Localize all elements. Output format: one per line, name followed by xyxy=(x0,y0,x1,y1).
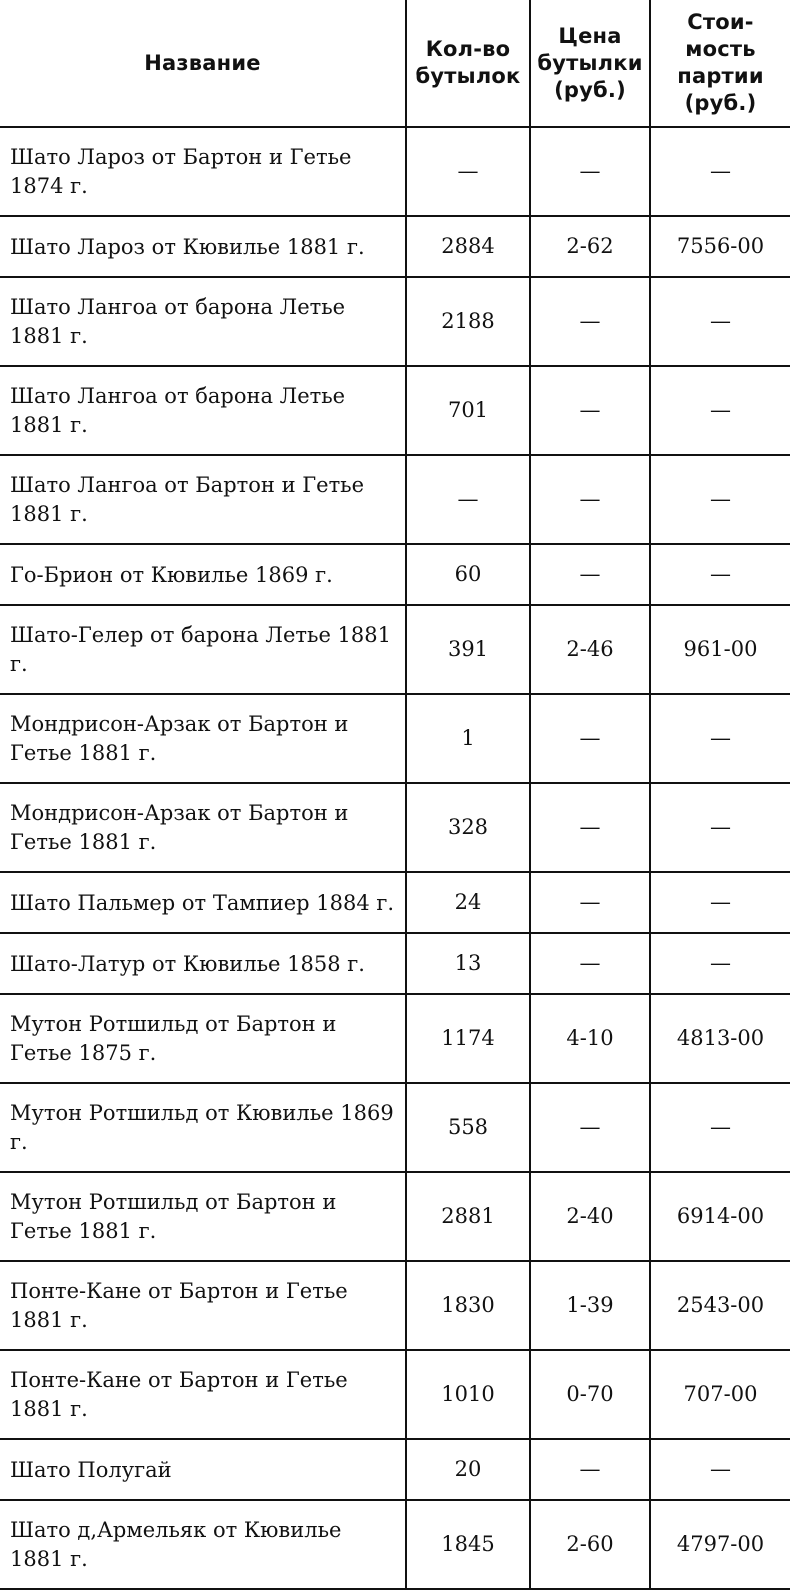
table-row xyxy=(0,694,790,783)
header-price-line: Цена xyxy=(558,23,622,48)
header-price xyxy=(530,0,650,127)
bottle-count-cell: 1845 xyxy=(406,1500,530,1589)
header-row xyxy=(0,0,790,127)
wine-name-cell: Шато Лангоа от Бартон и Гетье 1881 г. xyxy=(0,455,406,544)
bottle-price-cell: 0-70 xyxy=(530,1350,650,1439)
bottle-price-cell: — xyxy=(530,366,650,455)
table-row xyxy=(0,933,790,994)
wine-name-cell: Шато Лангоа от барона Летье 1881 г. xyxy=(0,277,406,366)
lot-cost-cell: 707-00 xyxy=(650,1350,790,1439)
wine-name-cell: Шато Лароз от Бартон и Гетье 1874 г. xyxy=(0,127,406,216)
table-row xyxy=(0,783,790,872)
wine-name-cell: Мондрисон-Арзак от Бартон и Гетье 1881 г. xyxy=(0,694,406,783)
wine-name-cell: Мутон Ротшильд от Бартон и Гетье 1875 г. xyxy=(0,994,406,1083)
bottle-price-cell: — xyxy=(530,783,650,872)
lot-cost-cell: — xyxy=(650,933,790,994)
table-row xyxy=(0,127,790,216)
lot-cost-cell: — xyxy=(650,366,790,455)
bottle-count-cell: 24 xyxy=(406,872,530,933)
wine-name-cell: Мондрисон-Арзак от Бартон и Гетье 1881 г. xyxy=(0,783,406,872)
lot-cost-cell: 4797-00 xyxy=(650,1500,790,1589)
header-price-line: (руб.) xyxy=(554,77,626,102)
wine-name-cell: Шато д,Армельяк от Кювилье 1881 г. xyxy=(0,1500,406,1589)
table-row xyxy=(0,1350,790,1439)
table-row xyxy=(0,605,790,694)
lot-cost-cell: 7556-00 xyxy=(650,216,790,277)
bottle-count-cell: — xyxy=(406,455,530,544)
bottle-count-cell: 1 xyxy=(406,694,530,783)
header-cost-line: партии xyxy=(677,64,764,88)
bottle-price-cell: — xyxy=(530,1083,650,1172)
lot-cost-cell: — xyxy=(650,1083,790,1172)
bottle-count-cell: 60 xyxy=(406,544,530,605)
bottle-count-cell: 1174 xyxy=(406,994,530,1083)
lot-cost-cell: — xyxy=(650,694,790,783)
wine-name-cell: Мутон Ротшильд от Бартон и Гетье 1881 г. xyxy=(0,1172,406,1261)
table-row xyxy=(0,994,790,1083)
bottle-price-cell: — xyxy=(530,455,650,544)
wine-name-cell: Шато-Гелер от барона Летье 1881 г. xyxy=(0,605,406,694)
lot-cost-cell: — xyxy=(650,455,790,544)
header-cost-line: Стои- xyxy=(687,10,754,34)
bottle-price-cell: 2-46 xyxy=(530,605,650,694)
header-quantity-line: бутылок xyxy=(415,64,521,88)
bottle-count-cell: 328 xyxy=(406,783,530,872)
bottle-count-cell: 558 xyxy=(406,1083,530,1172)
table-row xyxy=(0,1172,790,1261)
bottle-price-cell: 4-10 xyxy=(530,994,650,1083)
lot-cost-cell: — xyxy=(650,127,790,216)
table-row xyxy=(0,1500,790,1589)
header-name xyxy=(0,0,406,127)
bottle-price-cell: 2-62 xyxy=(530,216,650,277)
wine-name-cell: Шато-Латур от Кювилье 1858 г. xyxy=(0,933,406,994)
bottle-price-cell: — xyxy=(530,127,650,216)
bottle-count-cell: 2881 xyxy=(406,1172,530,1261)
lot-cost-cell: — xyxy=(650,544,790,605)
table-row xyxy=(0,544,790,605)
wine-name-cell: Понте-Кане от Бартон и Гетье 1881 г. xyxy=(0,1261,406,1350)
lot-cost-cell: 961-00 xyxy=(650,605,790,694)
lot-cost-cell: 2543-00 xyxy=(650,1261,790,1350)
lot-cost-cell: — xyxy=(650,1439,790,1500)
table-row xyxy=(0,872,790,933)
bottle-count-cell: 1010 xyxy=(406,1350,530,1439)
table-row xyxy=(0,455,790,544)
bottle-count-cell: 1830 xyxy=(406,1261,530,1350)
bottle-price-cell: 2-40 xyxy=(530,1172,650,1261)
lot-cost-cell: — xyxy=(650,872,790,933)
table-row xyxy=(0,1083,790,1172)
header-quantity xyxy=(406,0,530,127)
bottle-price-cell: 1-39 xyxy=(530,1261,650,1350)
lot-cost-cell: 4813-00 xyxy=(650,994,790,1083)
bottle-price-cell: 2-60 xyxy=(530,1500,650,1589)
bottle-price-cell: — xyxy=(530,694,650,783)
table-row xyxy=(0,1439,790,1500)
header-cost-line: (руб.) xyxy=(684,91,757,115)
header-name-line: Название xyxy=(144,50,261,75)
wine-name-cell: Понте-Кане от Бартон и Гетье 1881 г. xyxy=(0,1350,406,1439)
bottle-count-cell: — xyxy=(406,127,530,216)
table-row xyxy=(0,277,790,366)
bottle-price-cell: — xyxy=(530,544,650,605)
table-row xyxy=(0,216,790,277)
wine-name-cell: Мутон Ротшильд от Кювилье 1869 г. xyxy=(0,1083,406,1172)
table-header xyxy=(0,0,790,127)
bottle-price-cell: — xyxy=(530,1439,650,1500)
wine-name-cell: Го-Брион от Кювилье 1869 г. xyxy=(0,544,406,605)
wine-name-cell: Шато Пальмер от Тампиер 1884 г. xyxy=(0,872,406,933)
bottle-count-cell: 2188 xyxy=(406,277,530,366)
bottle-count-cell: 701 xyxy=(406,366,530,455)
bottle-price-cell: — xyxy=(530,277,650,366)
lot-cost-cell: — xyxy=(650,277,790,366)
bottle-price-cell: — xyxy=(530,933,650,994)
header-cost-line: мость xyxy=(685,37,756,61)
table-row xyxy=(0,366,790,455)
wine-name-cell: Шато Полугай xyxy=(0,1439,406,1500)
wine-name-cell: Шато Лароз от Кювилье 1881 г. xyxy=(0,216,406,277)
lot-cost-cell: 6914-00 xyxy=(650,1172,790,1261)
table-row xyxy=(0,1261,790,1350)
table-body xyxy=(0,127,790,1589)
header-quantity-line: Кол-во xyxy=(425,37,511,61)
bottle-count-cell: 13 xyxy=(406,933,530,994)
header-price-line: бутылки xyxy=(537,50,643,75)
bottle-price-cell: — xyxy=(530,872,650,933)
header-cost xyxy=(650,0,790,127)
bottle-count-cell: 2884 xyxy=(406,216,530,277)
lot-cost-cell: — xyxy=(650,783,790,872)
bottle-count-cell: 20 xyxy=(406,1439,530,1500)
wine-name-cell: Шато Лангоа от барона Летье 1881 г. xyxy=(0,366,406,455)
bottle-count-cell: 391 xyxy=(406,605,530,694)
